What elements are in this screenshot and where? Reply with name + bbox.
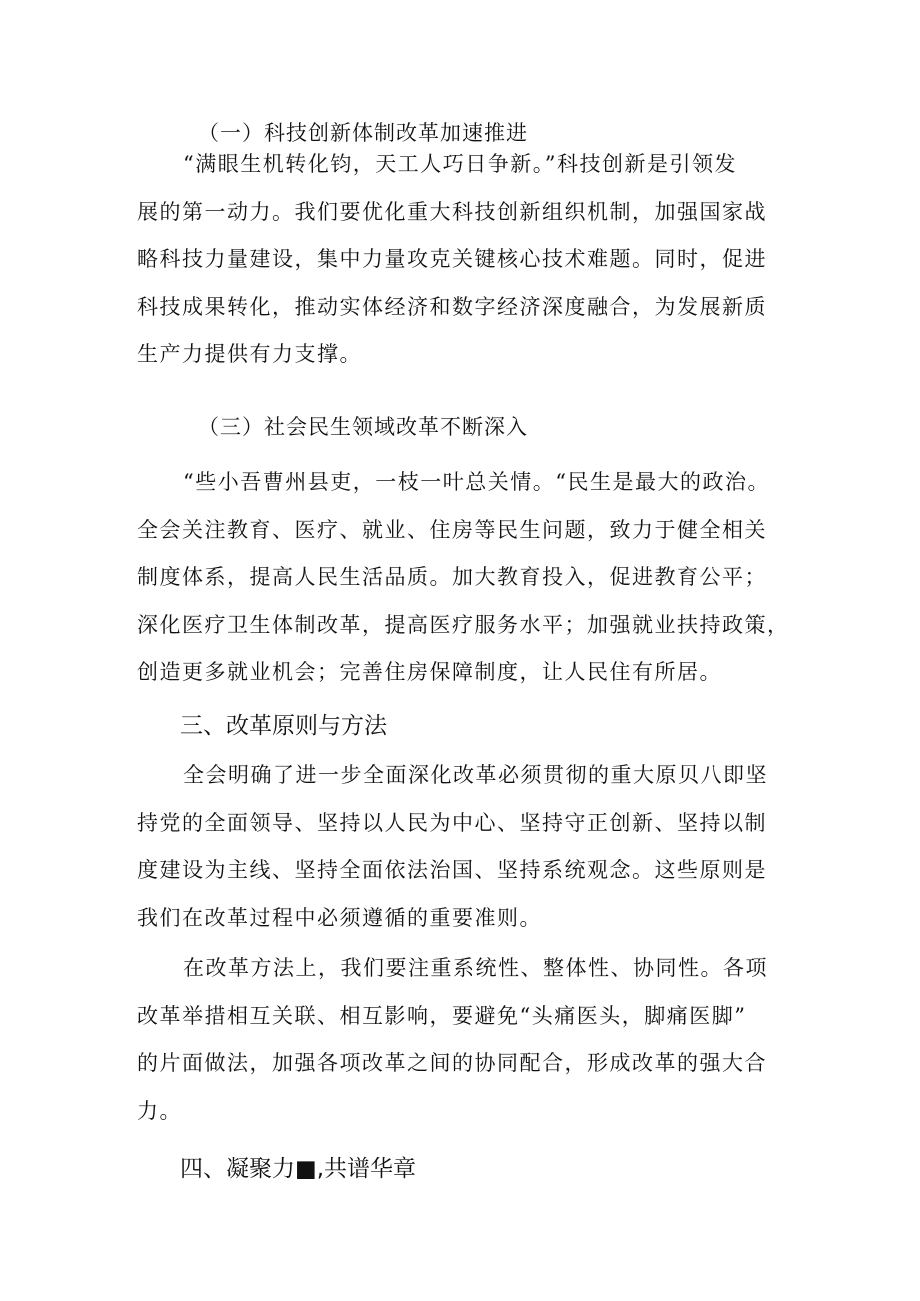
paragraph-line: 的片面做法，加强各项改革之间的协同配合，形成改革的强大合	[137, 1051, 767, 1075]
paragraph-line: 我们在改革过程中必须遵循的重要准则。	[137, 905, 542, 930]
paragraph-line: 制度体系，提高人民生活品质。加大教育投入，促进教育公平；	[137, 565, 767, 589]
section-heading-principles: 三、改革原则与方法	[180, 713, 387, 739]
subheading-livelihood: （三）社会民生领域改革不断深入	[198, 415, 528, 439]
paragraph-line: 持党的全面领导、坚持以人民为中心、坚持守正创新、坚持以制	[137, 810, 767, 835]
paragraph-livelihood	[137, 459, 807, 697]
paragraph-line: 生产力提供有力支撑。	[137, 342, 362, 366]
paragraph-line: 深化医疗卫生体制改革，提高医疗服务水平；加强就业扶持政策，	[137, 612, 790, 637]
paragraph-line: 创造更多就业机会；完善住房保障制度，让人民住有所居。	[137, 660, 722, 684]
paragraph-line: 在改革方法上，我们要注重系统性、整体性、协同性。各项	[183, 956, 768, 980]
paragraph-line: 略科技力量建设，集中力量攻克关键核心技术难题。同时，促进	[137, 247, 767, 271]
paragraph-line: “满眼生机转化钧，天工人巧日争新。”科技创新是引领发	[183, 152, 737, 176]
paragraph-line: 改革举措相互关联、相互影响，要避免“头痛医头，脚痛医脚”	[137, 1003, 747, 1028]
paragraph-principles	[137, 752, 807, 942]
paragraph-line: 科技成果转化，推动实体经济和数字经济深度融合，为发展新质	[137, 294, 767, 319]
paragraph-methods	[137, 945, 807, 1135]
paragraph-line: 全会明确了进一步全面深化改革必须贯彻的重大原贝八即坚	[183, 763, 768, 787]
paragraph-line: 度建设为主线、坚持全面依法治国、坚持系统观念。这些原则是	[137, 858, 767, 882]
section-heading-unite: 四、凝聚力■,共谱华章	[180, 1156, 417, 1182]
paragraph-line: “些小吾曹州县吏，一枝一叶总关情。“民生是最大的政治。	[183, 470, 770, 494]
paragraph-line: 力。	[137, 1098, 182, 1123]
paragraph-tech-innovation	[137, 141, 807, 379]
subheading-tech-innovation: （一）科技创新体制改革加速推进	[198, 121, 528, 145]
paragraph-line: 展的第一动力。我们要优化重大科技创新组织机制，加强国家战	[137, 199, 767, 224]
paragraph-line: 全会关注教育、医疗、就业、住房等民生问题，致力于健全相关	[137, 517, 767, 542]
